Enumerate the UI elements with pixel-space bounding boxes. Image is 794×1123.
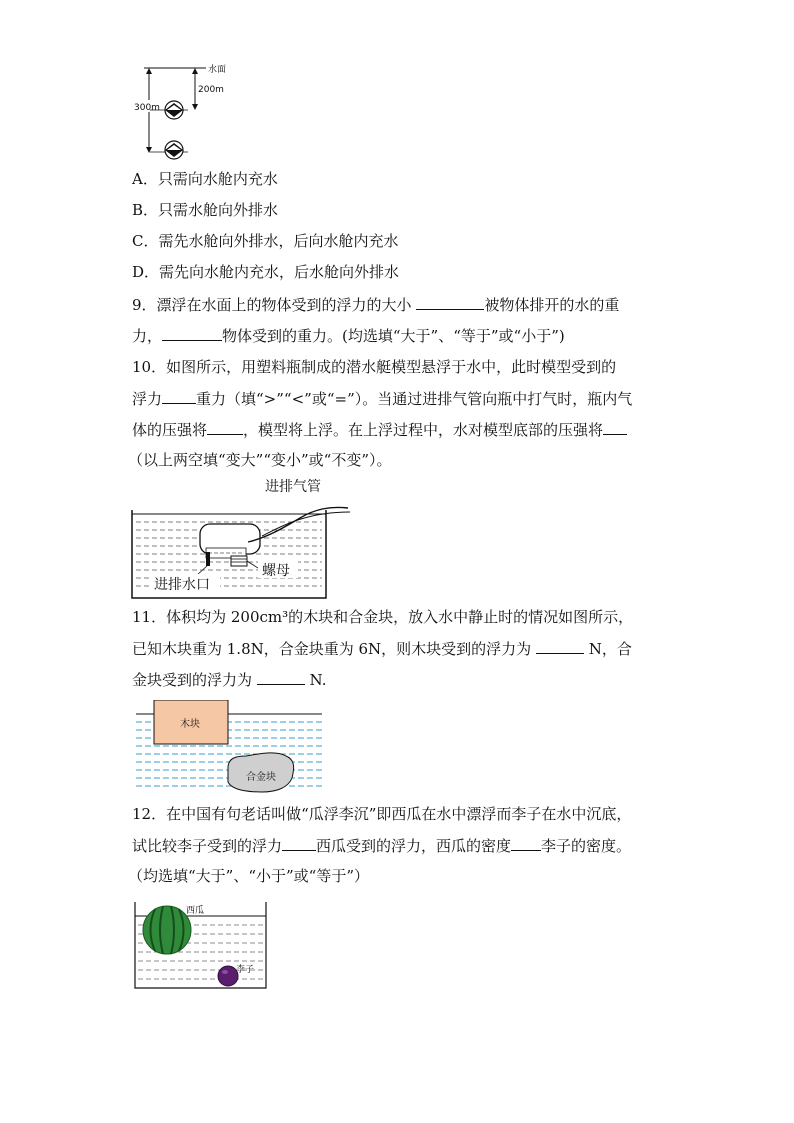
inlet-label: 进排水口 [154, 577, 210, 593]
bottle-submarine-figure [130, 472, 365, 600]
watermelon-plum-figure [132, 900, 272, 992]
q8-option-c: C．需先水舱向外排水，后向水舱内充水 [132, 232, 399, 250]
answer-blank[interactable] [162, 388, 196, 404]
water-surface-label: 水面 [208, 65, 227, 75]
q10-line-4: （以上两空填“变大”“变小”或“不变”）。 [128, 451, 392, 469]
wood-alloy-figure [136, 700, 324, 796]
plum-label: 李子 [236, 965, 255, 975]
q11-line-1: 11．体积均为 200cm³的木块和合金块，放入水中静止时的情况如图所示， [132, 608, 634, 626]
q10-line-2: 浮力 重力（填“>”“<”或“=”）。当通过进排气管向瓶中打气时，瓶内气 [132, 390, 633, 408]
submarine-lower [165, 141, 183, 159]
submarine-upper [165, 101, 183, 119]
answer-blank[interactable] [162, 325, 222, 341]
q12-line-1: 12．在中国有句老话叫做“瓜浮李沉”即西瓜在水中漂浮而李子在水中沉底， [132, 805, 632, 823]
answer-blank[interactable] [536, 638, 584, 654]
pipe-label: 进排气管 [265, 479, 321, 495]
answer-blank[interactable] [511, 835, 541, 851]
nut [231, 556, 247, 566]
watermelon [143, 906, 191, 954]
answer-blank[interactable] [207, 419, 243, 435]
inlet-port [206, 552, 210, 566]
q9-line-1: 9．漂浮在水面上的物体受到的浮力的大小 被物体排开的水的重 [132, 296, 620, 314]
q11-line-3: 金块受到的浮力为 N. [132, 671, 327, 689]
wood-block-label: 木块 [180, 719, 200, 730]
q8-option-b: B．只需水舱向外排水 [132, 201, 279, 219]
q8-option-a: A．只需向水舱内充水 [132, 170, 278, 188]
q12-line-3: （均选填“大于”、“小于”或“等于”） [128, 867, 370, 885]
q10-line-3: 体的压强将 ，模型将上浮。在上浮过程中，水对模型底部的压强将 [132, 419, 627, 440]
q10-line-1: 10．如图所示，用塑料瓶制成的潜水艇模型悬浮于水中，此时模型受到的 [132, 358, 617, 376]
answer-blank[interactable] [416, 294, 484, 310]
plum [218, 966, 238, 986]
depth-300-label: 300m [134, 103, 160, 113]
submarine-depth-figure [128, 60, 238, 164]
answer-blank[interactable] [603, 419, 627, 435]
depth-200-label: 200m [198, 85, 224, 95]
answer-blank[interactable] [282, 835, 316, 851]
watermelon-label: 西瓜 [186, 906, 205, 916]
answer-blank[interactable] [257, 669, 305, 685]
nut-label: 螺母 [262, 563, 290, 579]
q11-line-2: 已知木块重为 1.8N，合金块重为 6N，则木块受到的浮力为 N，合 [132, 640, 632, 658]
q9-line-2: 力， 物体受到的重力。(均选填“大于”、“等于”或“小于”) [132, 327, 565, 345]
alloy-block-label: 合金块 [246, 772, 276, 783]
q8-option-d: D．需先向水舱内充水，后水舱向外排水 [132, 263, 400, 281]
q12-line-2: 试比较李子受到的浮力 西瓜受到的浮力，西瓜的密度 李子的密度。 [132, 837, 632, 855]
